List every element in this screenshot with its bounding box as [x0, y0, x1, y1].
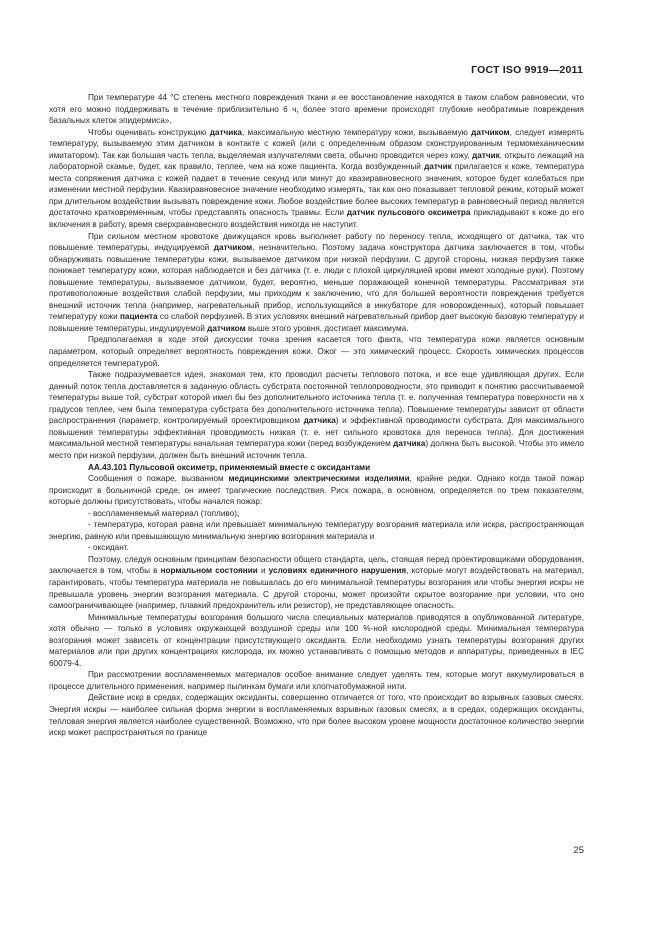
text-run: прикладывают к коже до его включения в работу, время сверхравновесного воздействия никогда не наступит.	[49, 208, 584, 230]
text-run: выше этого уровня, достигает максимума.	[245, 323, 409, 333]
standard-header: ГОСТ ISO 9919—2011	[471, 64, 583, 76]
bold-term: условиях единичного нарушения	[268, 566, 407, 576]
bold-term: датчика	[393, 439, 426, 449]
list-item	[49, 542, 584, 554]
bold-term: датчик пульсового оксиметра	[346, 208, 471, 218]
text-run: - воспламеняемый материал (топливо);	[88, 508, 240, 518]
bold-term: нормальном состоянии	[160, 566, 258, 576]
paragraph	[49, 554, 584, 612]
text-run: Сообщения о пожаре, вызванном	[88, 474, 229, 484]
text-run: Минимальные температуры возгорания большого числа специальных материалов приводятся в опубликованной литературе, хотя обычно — только в условиях окружающей воздушной среды или 100 %-ной кислородной среды. Минимальная температура возгорания может зависеть от концентрации присутствующего оксиданта. Если необходимо узнать температуры возгорания других материалов или при других концентрациях кислорода, их можно устанавливать с помощью методов и аппаратуры, приведенных в IEC 60079-4.	[49, 612, 584, 668]
list-item	[49, 519, 584, 542]
text-run: , максимальную местную температуру кожи, вызываемую	[241, 127, 472, 137]
bold-term: датчик	[472, 150, 500, 160]
text-run: Поэтому, следуя основным принципам безопасности общего стандарта, цель, стоящая перед проектировщиками оборудования, заключается в том, чтобы в	[49, 554, 584, 576]
paragraph	[49, 612, 584, 670]
bold-term: датчиком	[207, 323, 246, 333]
text-run: и	[257, 566, 269, 576]
text-run: , открыто лежащий на лабораторной скамье, будет, как правило, теплее, чем на коже пациента. Когда возбужденный	[49, 150, 584, 172]
text-run: , которые могут воздействовать на материал, гарантировать, чтобы температура материала не повышалась до его минимальной температуры возгорания или чтобы энергия искры не превышала уровень энергии возгорания материала. С другой стороны, может произойти скрытое возгорание при условии, что оно самоограничивающее (например, плавкий предохранитель или резистор), не представляющее опасность.	[49, 566, 584, 611]
text-run: - температура, которая равна или превышает минимальную температуру возгорания материала или искра, распространяющая энергию, равную или превышающую минимальную энергию возгорания материала и	[49, 520, 584, 541]
text-run: ) и эффективной проводимости субстрата. Для максимального повышения температуры эффективная проводимость низкая (т. е. нет сильного кровотока для переноса тепла). Для достижения максимальной местной температуры начальная температура кожи (перед возбуждением	[49, 416, 584, 449]
paragraph	[49, 369, 584, 461]
paragraph	[49, 669, 584, 692]
text-run: При рассмотрении воспламеняемых материалов особое внимание следует уделять тем, которые могут аккумулироваться в процессе длительного применения, например пылинкам бумаги или хлопчатобумажной нити.	[49, 670, 584, 691]
bold-term: датчиком	[213, 243, 253, 253]
text-run: Также подразумевается идея, знакомая тем, кто проводил расчеты теплового потока, и все еще удивляющая других. Если данный поток тепла доставляется в заданную область субстрата постоянной теплопроводности, это приводит к понятию рассчитываемой температуры выше той, субстрат которой имел бы без дополнительного источника тепла (т. е. полученная температура поверхности на x градусов теплее, чем была температура субстрата без дополнительного источника тепла). Повышение температуры зависит от области распространения (параметр, контролируемый проектировщиком	[49, 370, 584, 426]
paragraph	[49, 92, 584, 127]
paragraph	[49, 692, 584, 738]
text-run: , крайне редки. Однако когда такой пожар происходит в больничной среде, он имеет трагические последствия. Риск пожара, в основном, определяется по трем показателям, которые должны присутствовать, чтобы начался пожар:	[49, 474, 584, 507]
text-run: При температуре 44 °С степень местного повреждения ткани и ее восстановление находятся в таком слабом равновесии, что хотя его можно поддерживать в течение приблизительно 6 ч, более этого времени происходят глубокие необратимые повреждения базальных клеток эпидермиса».	[49, 93, 584, 126]
bold-term: АА.43.101 Пульсовой оксиметр, применяемый вместе с оксидантами	[88, 462, 371, 472]
bold-term: пациента	[119, 312, 158, 322]
page-number: 25	[573, 845, 584, 856]
section-heading	[49, 462, 584, 474]
text-run: - оксидант.	[88, 543, 129, 553]
text-run: со слабой перфузией. В этих условиях внешний нагревательный прибор дает высокую базовую температуру и повышение температуры, индуцируемой	[49, 312, 585, 333]
bold-term: медицинскими электрическими изделиями	[228, 474, 410, 484]
paragraph	[49, 127, 584, 231]
bold-term: датчиком	[471, 127, 510, 137]
paragraph	[49, 334, 584, 369]
text-run: При сильном местном кровотоке движущаяся кровь выполняет работу по переносу тепла, исходящего от датчика, так что повышение температуры, индуцируемой	[49, 231, 584, 253]
bold-term: датчика	[303, 416, 336, 426]
text-run: , незначительно. Поэтому задача конструктора датчика заключается в том, чтобы обнаруживать повышение температуры кожи, вызываемое датчиком при низкой перфузии. С другой стороны, низкая перфузия также понижает температуру кожи, которая наблюдается и без датчика (т. е. люди с плохой циркуляцией крови имеют холодные руки). Поэтому повышение температуры, вызываемое датчиком, будет, вероятно, меньше поражающей конечной температуры. Рассматривая эти противоположные воздействия слабой перфузии, мы приходим к заключению, что для большей вероятности повреждения требуется внешний источник тепла (например, нагревательный прибор, использующийся в инкубаторе для новорожденных), который повышает температуру кожи	[49, 243, 584, 322]
text-run: Действие искр в средах, содержащих оксиданты, совершенно отличается от того, что происходит во взрывных газовых смесях. Энергия искры — наиболее сильная форма энергии в воспламеняемых взрывных газовых смесях, а в средах, содержащих оксиданты, тепловая энергия является наиболее существенной. Возможно, что при более высоком уровне мощности достаточное количество энергии искр может распространяться по границе	[49, 693, 584, 738]
text-run: ) должна быть высокой. Чтобы это имело место при низкой перфузии, должен быть внешний источник тепла.	[49, 439, 584, 460]
text-run: Чтобы оценивать конструкцию	[88, 127, 210, 137]
bold-term: датчик	[424, 162, 452, 172]
text-run: Предполагаемая в ходе этой дискуссии точка зрения касается того факта, что температура кожи является основным параметром, который определяет вероятность повреждения кожи. Ожог — это химический процесс. Скорость химических процессов определяется температурой.	[49, 335, 584, 368]
document-body	[49, 92, 584, 739]
text-run: прилагается к коже, температура места сопряжения датчика с кожей падает в течение секунд или минут до квазиравновесного значения, которое будет колебаться при изменении местной перфузии. Квазиравновесное значение необходимо измерять, так как оно показывает тепловой режим, который может при длительном воздействии вызывать повреждение кожи. Любое воздействие более высоких температур в равновесный период является достаточно кратковременным, чтобы представлять опасность травмы. Если	[49, 162, 584, 218]
bold-term: датчика	[209, 127, 242, 137]
text-run: , следует измерять температуру, вызываемую этим датчиком в контакте с кожей (или с определенным образом сконструированным термомеханическим имитатором). Так как большая часть тепла, выделяемая излучателями света, обычно проводится через кожу,	[49, 127, 584, 160]
list-item	[49, 508, 584, 520]
paragraph	[49, 473, 584, 508]
paragraph	[49, 231, 584, 335]
